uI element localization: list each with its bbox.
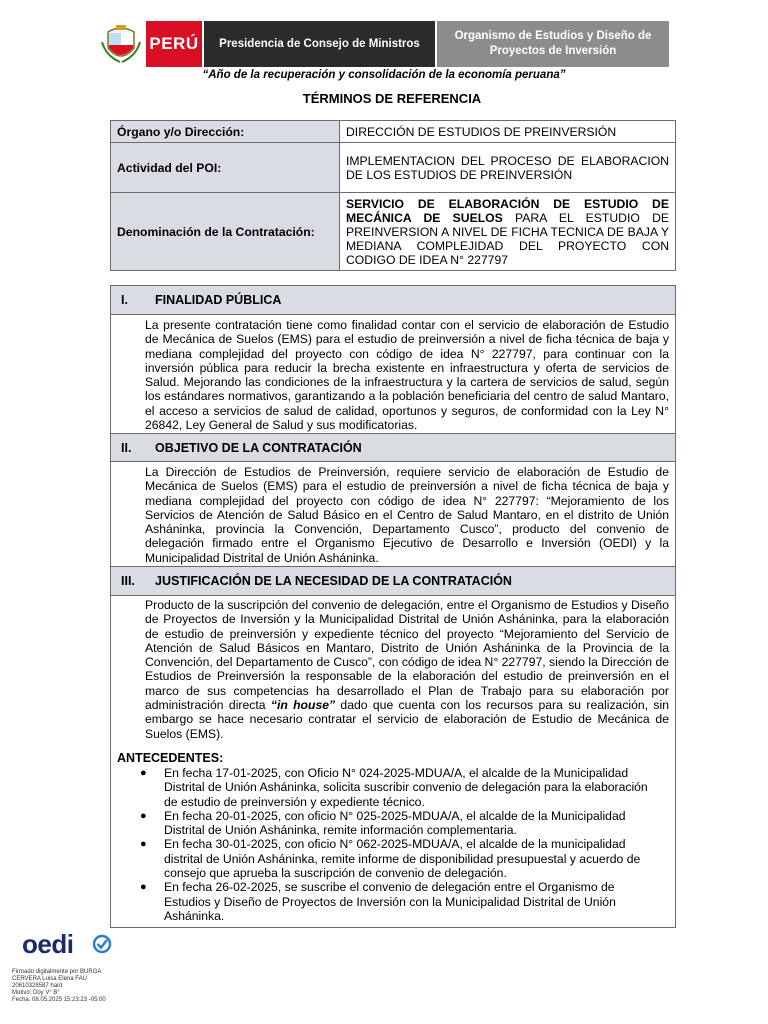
signature-line: Firmado digitalmente por BURGA (12, 969, 102, 975)
document-title: TÉRMINOS DE REFERENCIA (302, 91, 482, 106)
list-item (140, 809, 660, 838)
list-item-text: En fecha 17-01-2025, con Oficio N° 024-2025-MDUA/A, el alcalde de la Municipalidad Distrital de Unión Asháninka, solicita suscribir convenio de delegación para la elaboración de estudio de preinversión y expediente técnico. (164, 766, 648, 809)
agency-banner (437, 21, 669, 67)
section-title: FINALIDAD PÚBLICA (155, 293, 282, 307)
row-label: Denominación de la Contratación: (111, 193, 340, 271)
row-value (340, 193, 676, 271)
signature-line: 20610328587 hard (12, 983, 63, 989)
ministry-banner (204, 21, 435, 67)
section-heading-1 (111, 285, 675, 315)
section-number: I. (121, 293, 128, 307)
row-value: IMPLEMENTACION DEL PROCESO DE ELABORACION DE LOS ESTUDIOS DE PREINVERSIÓN (340, 143, 676, 193)
list-item (140, 766, 660, 809)
bullet-icon: ● (140, 767, 147, 779)
table-row (111, 143, 676, 193)
signature-line: Fecha: 08.05.2025 15:23:23 -05:00 (12, 997, 106, 1003)
section-number: II. (121, 440, 132, 455)
section-number: III. (121, 574, 135, 588)
info-table (110, 120, 676, 271)
section-heading-3 (111, 566, 675, 596)
bullet-icon: ● (140, 809, 147, 822)
section-title: JUSTIFICACIÓN DE LA NECESIDAD DE LA CONTRATACIÓN (155, 574, 512, 588)
table-row (111, 121, 676, 143)
section-3-text (145, 598, 669, 741)
row-label: Actividad del POI: (111, 143, 340, 193)
list-item-text: En fecha 20-01-2025, con oficio N° 025-2025-MDUA/A, el alcalde de la Municipalidad Distrital de Unión Asháninka, remite información complementaria. (164, 808, 626, 838)
signature-line: CERVERA Luisa Elena FAU (12, 976, 87, 982)
antecedentes-title: ANTECEDENTES: (117, 751, 224, 765)
contract-name-rest: PARA EL ESTUDIO DE PREINVERSION A NIVEL DE FICHA TECNICA DE BAJA Y MEDIANA COMPLEJIDAD DEL PROYECTO CON CODIGO DE IDEA N° 227797 (346, 210, 669, 267)
list-item-text: En fecha 30-01-2025, con oficio N° 062-2025-MDUA/A, el alcalde de la municipalidad distrital de Unión Asháninka, remite informe de disponibilidad presupuestal y acuerdo de consejo que aprueba la suscripción de convenio de delegación. (164, 837, 641, 881)
oedi-logo: oedi (22, 929, 74, 959)
contract-name-bold: SERVICIO DE ELABORACIÓN DE ESTUDIO DE MECÁNICA DE SUELOS (346, 196, 669, 225)
section-title: OBJETIVO DE LA CONTRATACIÓN (155, 440, 362, 455)
year-motto: “Año de la recuperación y consolidación de la economía peruana” (202, 69, 566, 81)
check-circle-icon (92, 934, 112, 954)
list-item (140, 880, 660, 923)
bullet-icon: ● (140, 838, 147, 851)
row-label: Órgano y/o Dirección: (111, 121, 340, 143)
digital-signature (12, 969, 132, 1004)
agency-line-1: Organismo de Estudios y Diseño de (454, 30, 652, 42)
agency-line-2: Proyectos de Inversión (489, 45, 617, 57)
section-3-text-a: Producto de la suscripción del convenio de delegación, entre el Organismo de Estudios y Diseño de Proyectos de Inversión y la Municipalidad Distrital de Unión Asháninka, para la elaboración de estudio de preinversión y expediente técnico del proyecto “Mejoramiento del Servicio de Atención de Salud Básicos en Mantaro, Distrito de Unión Asháninka de la Provincia de la Convención, del Departamento de Cusco”, con código de idea N° 227797, siendo la Dirección de Estudios de Preinversión la responsable de la elaboración del estudio de preinversión en el marco de sus competencias ha desarrollado el Plan de Trabajo para su elaboración por administración directa (145, 598, 669, 713)
bullet-icon: ● (140, 881, 147, 894)
in-house-term: “in house” (270, 698, 336, 713)
section-1-text: La presente contratación tiene como finalidad contar con el servicio de elaboración de Estudio de Mecánica de Suelos (EMS) para el estudio de preinversión a nivel de ficha técnica de baja y mediana complejidad del proyecto con código de idea N° 227797, para continuar con la inversión pública para reducir la brecha existente en infraestructura y oferta de servicios de Salud. Mejorando las condiciones de la infraestructura y la cartera de servicios de salud, según los estándares normativos, garantizando a la población beneficiaria del centro de salud Mantaro, el acceso a servicios de salud de calidad, oportunos y seguros, de conformidad con la Ley N° 26842, Ley General de Salud y sus modificatorias. (145, 318, 669, 433)
coat-of-arms-icon (100, 22, 142, 66)
country-label: PERÚ (149, 34, 199, 53)
section-2-text: La Dirección de Estudios de Preinversión, requiere servicio de elaboración de Estudio de Mecánica de Suelos (EMS) para el estudio de preinversión a nivel de ficha técnica de baja y mediana complejidad del proyecto con código de idea N° 227797: “Mejoramiento de los Servicios de Atención de Salud Básico en el Centro de Salud Mantaro, en el distrito de Unión Asháninka, provincia la Convención, Departamento Cusco”, producto del convenio de delegación firmado entre el Organismo Ejecutivo de Desarrollo e Inversión (OEDI) y la Municipalidad Distrital de Unión Asháninka. (145, 465, 669, 565)
ministry-label: Presidencia de Consejo de Ministros (219, 38, 420, 50)
peru-logo (146, 21, 202, 67)
antecedentes-list (140, 766, 660, 923)
list-item (140, 837, 660, 880)
section-3-text-b: dado que cuenta con los recursos para su realización, sin embargo se hace necesario contratar el servicio de elaboración de Estudio de Mecánica de Suelos (EMS). (145, 698, 669, 741)
section-heading-2 (111, 433, 675, 462)
table-row (111, 193, 676, 271)
signature-line: Motivo: Doy V° B° (12, 990, 60, 996)
row-value: DIRECCIÓN DE ESTUDIOS DE PREINVERSIÓN (340, 121, 676, 143)
list-item-text: En fecha 26-02-2025, se suscribe el convenio de delegación entre el Organismo de Estudios y Diseño de Proyectos de Inversión con la Municipalidad Distrital de Unión Asháninka. (164, 880, 616, 923)
